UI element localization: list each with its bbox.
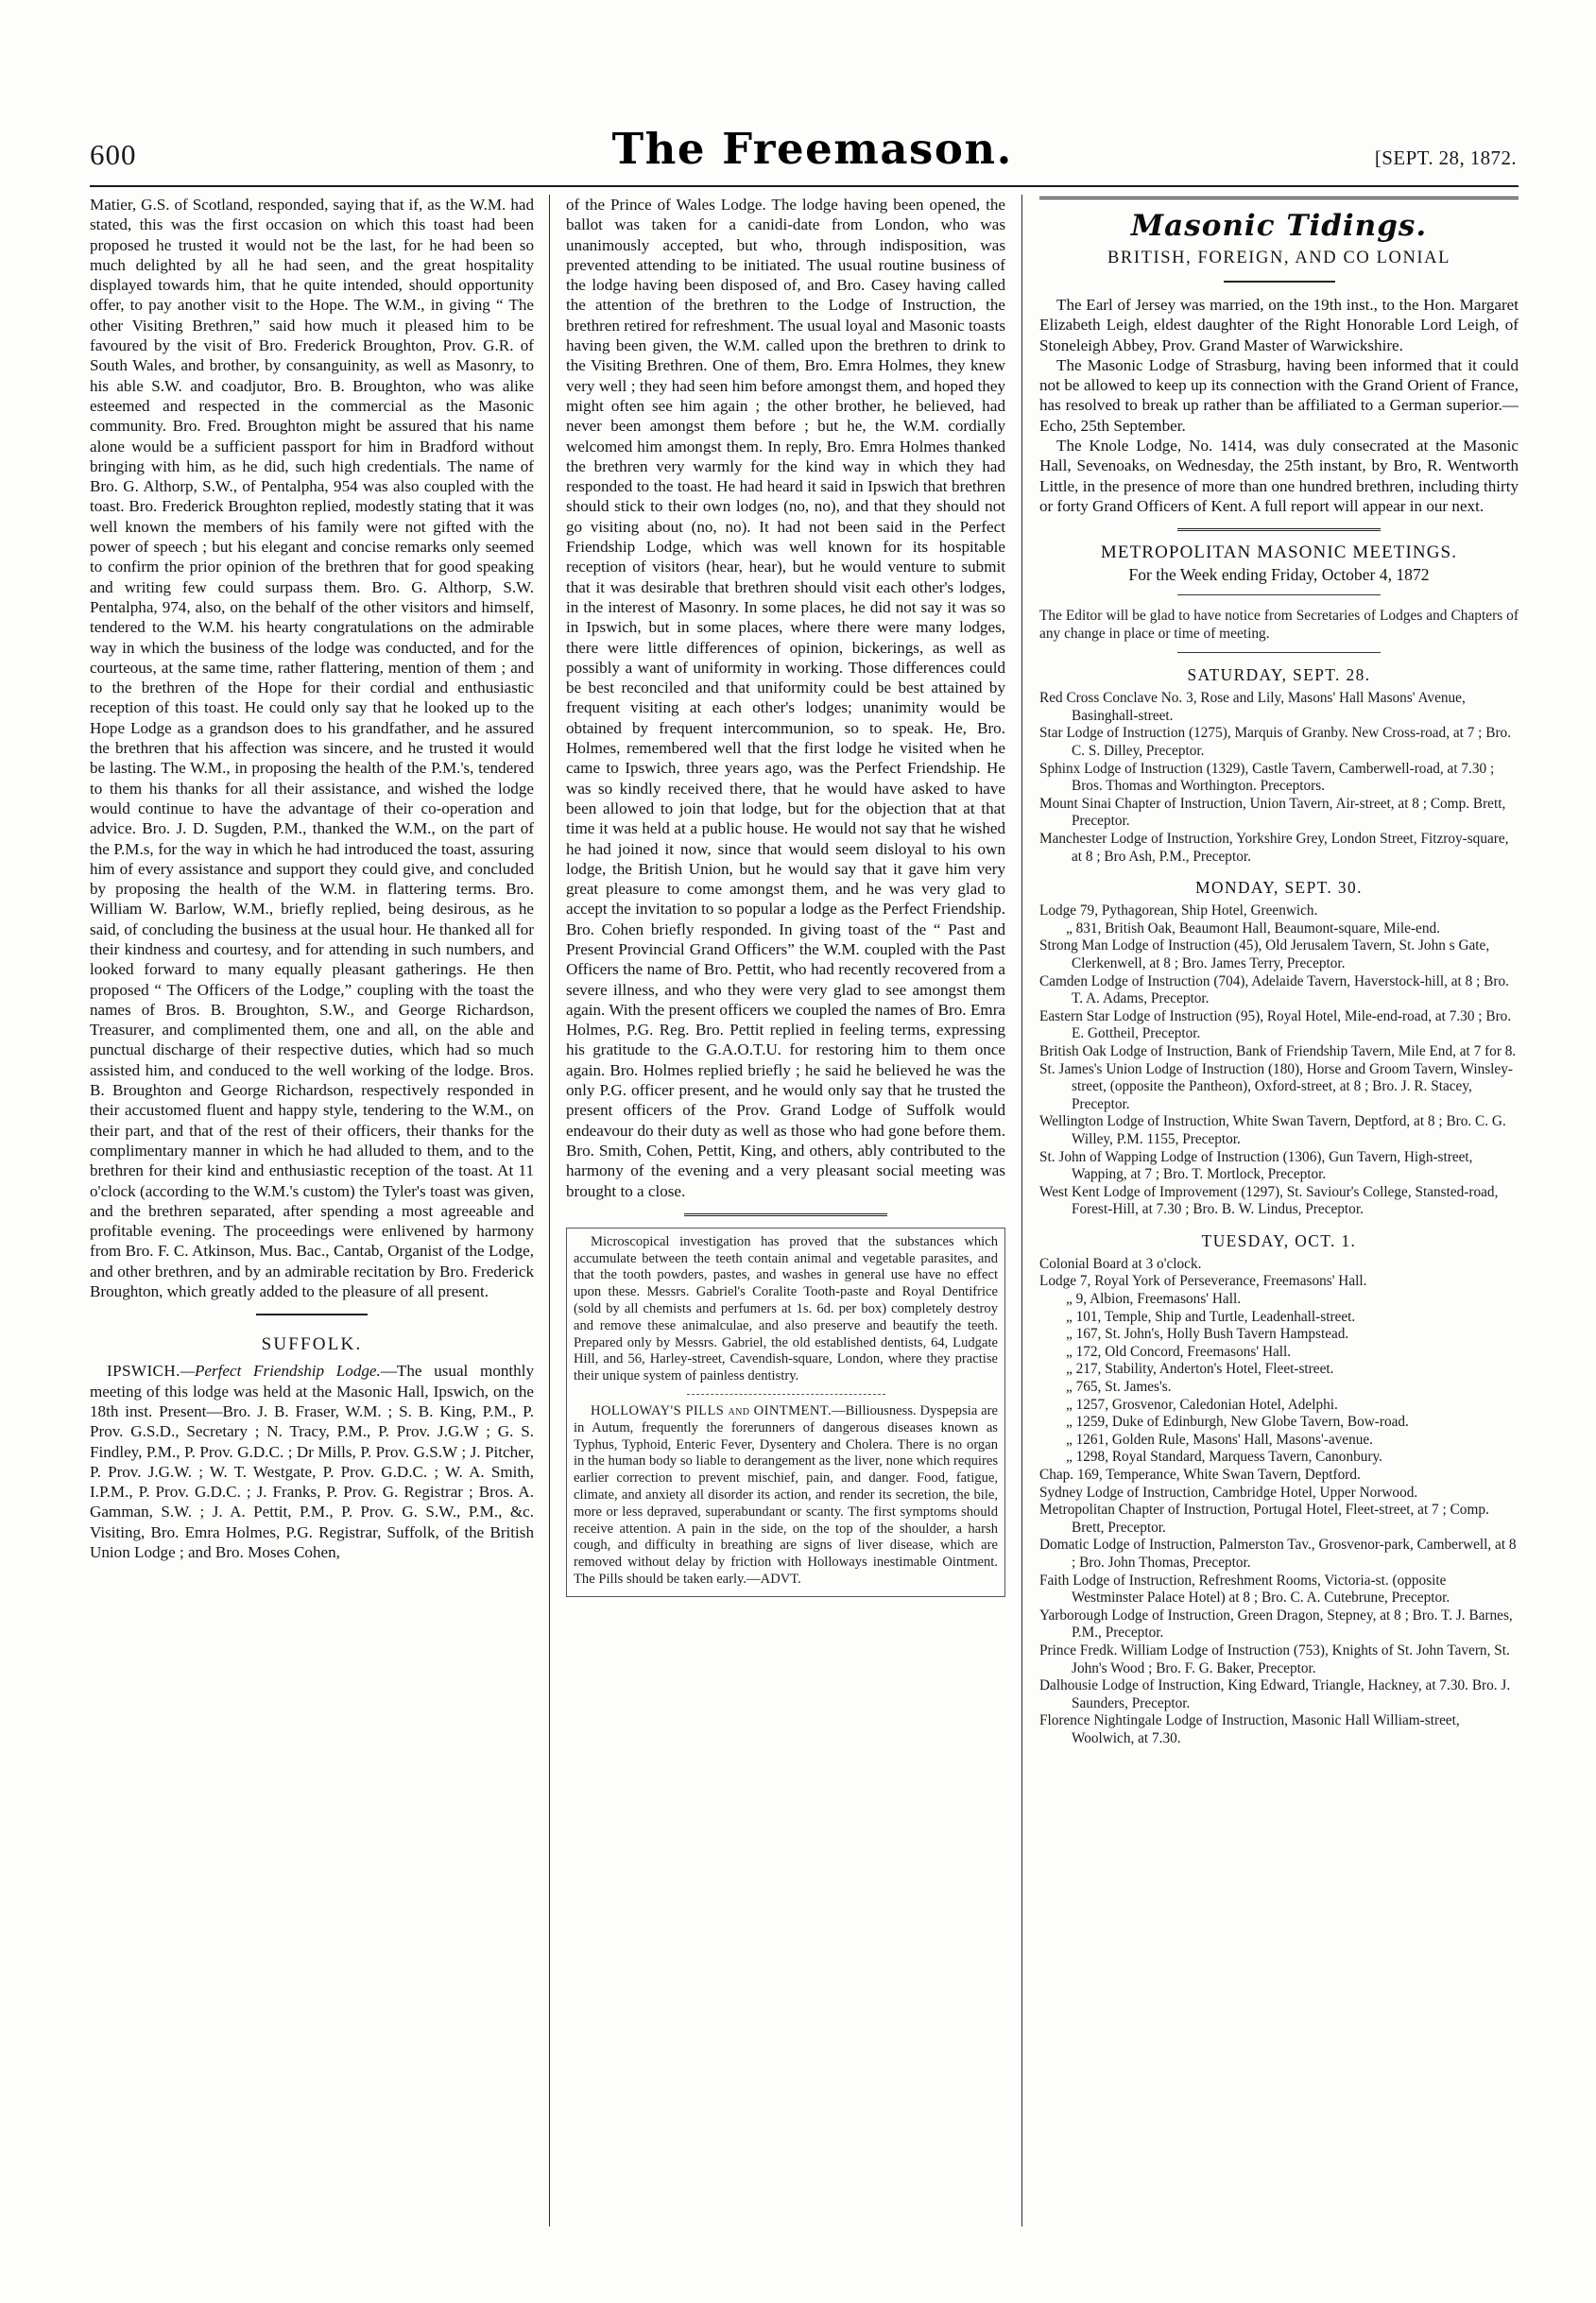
meeting-entry: British Oak Lodge of Instruction, Bank of Friendship Tavern, Mile End, at 7 for 8. [1039,1042,1517,1059]
masthead [90,113,1517,174]
publication-title: The Freemason. [611,124,1013,174]
advert-divider [684,1213,887,1216]
meetings-top-divider [1177,528,1381,531]
advert-inner-divider [687,1394,885,1395]
town-name: IPSWICH. [107,1362,180,1381]
meeting-entry: Metropolitan Chapter of Instruction, Portugal Hotel, Fleet-street, at 7 ; Comp. Brett, Preceptor. [1039,1502,1489,1536]
meeting-entry: West Kent Lodge of Improvement (1297), St. Saviour's College, Stansted-road, Forest-Hill, at 7.30 ; Bro. B. W. Lindus, Preceptor. [1039,1183,1499,1218]
meeting-entry: Mount Sinai Chapter of Instruction, Union Tavern, Air-street, at 8 ; Comp. Brett, Preceptor. [1039,795,1506,830]
meeting-entry: Faith Lodge of Instruction, Refreshment Rooms, Victoria-st. (opposite Westminster Palace Hotel) at 8 ; Bro. C. A. Cutebrune, Preceptor. [1039,1572,1450,1607]
advert-holloway-body: —Billiousness. Dyspepsia are in Autum, frequently the forerunners of dangerous diseases known as Typhus, Typhoid, Enteric Fever, Dysentery and Cholera. There is no organ in the human body so liable to derangement as the liver, none which requires earlier correction to prevent mischief, pain, and danger. Food, fatigue, climate, and anxiety all disorder its action, and render its secretion, the bile, more or less depraved, superabundant or scanty. The first symptoms should receive attention. A pain in the side, on the top of the shoulder, a harsh cough, and difficulty in breathing are signs of liver disease, which are removed without delay by friction with Holloways inestimable Ointment. The Pills should be taken early.—ADVT. [574,1403,998,1587]
meeting-entry: Prince Fredk. William Lodge of Instruction (753), Knights of St. John Tavern, St. John's Wood ; Bro. F. G. Baker, Preceptor. [1039,1641,1510,1676]
advert-product-name: HOLLOWAY'S PILLS and OINTMENT. [591,1403,832,1419]
meeting-entry: Strong Man Lodge of Instruction (45), Old Jerusalem Tavern, St. John s Gate, Clerkenwell, at 8 ; Bro. James Terry, Preceptor. [1039,937,1490,971]
column-container [90,195,1519,2226]
column-two [549,195,1021,2226]
tidings-item: The Earl of Jersey was married, on the 19th inst., to the Hon. Margaret Elizabeth Leigh, eldest daughter of the Right Honorable Lord Leigh, of Stoneleigh Abbey, Prov. Grand Master of Warwickshire. [1039,296,1519,354]
day-heading-saturday: SATURDAY, SEPT. 28. [1187,665,1371,685]
page-folio-number: 600 [90,138,137,171]
meeting-entry: „ 9, Albion, Freemasons' Hall. [1066,1291,1242,1308]
meeting-entry: „ 167, St. John's, Holly Bush Tavern Hampstead. [1066,1326,1349,1343]
tidings-item: The Masonic Lodge of Strasburg, having been informed that it could not be allowed to keep up its connection with the Grand Orient of France, has resolved to break up rather than be affiliated to a German superior.—Echo, 25th September. [1039,355,1519,435]
meeting-entry: Sydney Lodge of Instruction, Cambridge Hotel, Upper Norwood. [1039,1484,1418,1501]
lodge-name: —Perfect Friendship Lodge. [180,1362,381,1381]
meeting-entry: Florence Nightingale Lodge of Instruction, Masonic Hall William-street, Woolwich, at 7.30. [1039,1712,1460,1746]
day-heading-tuesday: TUESDAY, OCT. 1. [1201,1230,1357,1250]
meeting-entry: „ 1298, Royal Standard, Marquess Tavern, Canonbury. [1066,1449,1382,1466]
article-paragraph-continued: of the Prince of Wales Lodge. The lodge having been opened, the ballot was taken for a canidi-date from London, who was unanimously accepted, but who, through indisposition, was prevented attending to be initiated. The usual routine business of the lodge having been disposed of, and Bro. Casey having called the attention of the brethren to the Lodge of Instruction, the brethren retired for refreshment. The usual loyal and Masonic toasts having been given, the W.M. called upon the brethren to drink to the Visiting Brethren. One of them, Bro. Emra Holmes, they knew very well ; they had seen him before amongst them, and hoped they might often see him again ; the other brother, he believed, had never been amongst them before ; but he, the W.M. cordially welcomed him amongst them. In reply, Bro. Emra Holmes thanked the brethren very warmly for the kind way in which they had responded to the toast. He had heard it said in Ipswich that brethren should stick to their own lodges (no, no), and that they should not go visiting about (no, no). It had not been said in the Perfect Friendship Lodge, which was well known for its hospitable reception of visitors (hear, hear), but he would venture to submit that it was desirable that brethren should visit each other's lodges, in the interest of Masonry. In some places, he did not say it was so in Ipswich, but in some places, where there were many lodges, there were little differences of opinion, bickerings, as well as possibly a want of uniformity in working. Those differences could be best reconciled and that uniformity could be best attained by frequent visiting at each other's lodges; unanimity would be obtained by frequent intercommunion, so to speak. He, Bro. Holmes, remembered well that the first lodge he visited when he came to Ipswich, three years ago, was the Perfect Friendship. He was so kindly received there, that he would have asked to have been allowed to join that lodge, but for the objection that at that time it was held at a public house. He would not say that he wished he had joined it now, since that would seem disloyal to his own lodge, the British Union, but he would say that it gave him very great pleasure to come amongst them, and he was very glad to accept the invitation to so popular a lodge as the Perfect Friendship. Bro. Cohen briefly responded. In giving toast of the “ Past and Present Provincial Grand Officers” the W.M. coupled with the Past Officers the name of Bro. Pettit, who had recently recovered from a severe illness, and who they were very glad to see amongst them again. With the present officers we coupled the names of Bro. Emra Holmes, P.G. Reg. Bro. Pettit replied in feeling terms, expressing his gratitude to the G.A.O.T.U. for restoring him to them once again. Bro. Holmes replied briefly ; he said he believed he was the only P.G. officer present, and he would only say that he trusted the present officers of the Prov. Grand Lodge of Suffolk would endeavour do their duty as well as those who had gone before them. Bro. Smith, Cohen, Pettit, King, and others, ably contributed to the harmony of the evening and a very pleasant social meeting was brought to a close. [566,196,1005,1200]
advert-holloway [574,1403,998,1589]
masonic-tidings-title: Masonic Tidings. [1130,209,1428,243]
meeting-entry: „ 1261, Golden Rule, Masons' Hall, Masons'-avenue. [1066,1431,1373,1448]
meeting-entry: Sphinx Lodge of Instruction (1329), Castle Tavern, Camberwell-road, at 7.30 ; Bros. Thomas and Worthington. Preceptors. [1039,760,1495,795]
metropolitan-meetings-title: METROPOLITAN MASONIC MEETINGS. [1100,542,1458,563]
tidings-item: The Knole Lodge, No. 1414, was duly consecrated at the Masonic Hall, Sevenoaks, on Wednesday, the 25th instant, by Bro, R. Wentworth Little, in the presence of more than one hundred brethren, including thirty or forty Grand Officers of Kent. A full report will appear in our next. [1039,437,1519,515]
meeting-entry: „ 765, St. James's. [1066,1379,1172,1396]
meeting-entry: „ 217, Stability, Anderton's Hotel, Fleet-street. [1066,1361,1334,1378]
meeting-entry: „ 1257, Grosvenor, Caledonian Hotel, Adelphi. [1066,1396,1338,1413]
meeting-entry: Dalhousie Lodge of Instruction, King Edward, Triangle, Hackney, at 7.30. Bro. J. Saunders, Preceptor. [1039,1677,1511,1711]
meeting-entry: Colonial Board at 3 o'clock. [1039,1255,1202,1272]
editor-notice: The Editor will be glad to have notice from Secretaries of Lodges and Chapters of any change in place or time of meeting. [1039,608,1519,643]
meeting-entry: St. John of Wapping Lodge of Instruction (1306), Gun Tavern, High-street, Wapping, at 7 ; Bro. T. Mortlock, Preceptor. [1039,1148,1473,1183]
issue-date: [SEPT. 28, 1872. [1374,146,1517,169]
meeting-entry: Domatic Lodge of Instruction, Palmerston Tav., Grosvenor-park, Camberwell, at 8 ; Bro. John Thomas, Preceptor. [1039,1537,1517,1571]
masonic-tidings-subtitle: BRITISH, FOREIGN, AND CO LONIAL [1107,249,1451,267]
province-heading-suffolk: SUFFOLK. [261,1334,363,1355]
meetings-note-divider [1177,594,1381,595]
meeting-entry: „ 172, Old Concord, Freemasons' Hall. [1066,1343,1292,1360]
meeting-entry: „ 101, Temple, Ship and Turtle, Leadenhall-street. [1066,1308,1356,1325]
meeting-entry: Yarborough Lodge of Instruction, Green Dragon, Stepney, at 8 ; Bro. T. J. Barnes, P.M., Preceptor. [1039,1607,1513,1641]
meeting-entry: Camden Lodge of Instruction (704), Adelaide Tavern, Haverstock-hill, at 8 ; Bro. T. A. Adams, Preceptor. [1039,972,1509,1007]
meeting-entry: „ 831, British Oak, Beaumont Hall, Beaumont-square, Mile-end. [1066,919,1440,937]
meeting-entry: Wellington Lodge of Instruction, White Swan Tavern, Deptford, at 8 ; Bro. C. G. Willey, P.M. 1155, Preceptor. [1039,1113,1506,1147]
column-one [90,195,549,2226]
meeting-entry: Lodge 79, Pythagorean, Ship Hotel, Greenwich. [1039,902,1318,919]
metropolitan-meetings-subtitle: For the Week ending Friday, October 4, 1872 [1128,565,1430,585]
suffolk-report [90,1361,534,1562]
article-paragraph: Matier, G.S. of Scotland, responded, saying that if, as the W.M. had stated, this was the first occasion on which this toast had been proposed he trusted it would not be the last, for he had been so much delighted by all he had seen, and the great hospitality displayed towards him, that he quite intended, should opportunity offer, to pay another visit to the Hope. The W.M., in giving “ The other Visiting Brethren,” said how much it pleased him to be favoured by the visit of Bro. Frederick Broughton, Prov. G.R. of South Wales, and brother, by consanguinity, as well as Masonry, to his able S.W. and coadjutor, Bro. B. Broughton, who was alike esteemed and respected in the commercial as the Masonic community. Bro. Fred. Broughton might be assured that his name alone would be a sufficient passport for him in Bradford without bringing with him, as he did, such high credentials. The name of Bro. G. Althorp, S.W., of Pentalpha, 954 was also coupled with the toast. Bro. Frederick Broughton replied, modestly stating that it was well known the members of his family were not gifted with the power of speech ; but his elegant and concise remarks only seemed to confirm the prior opinion of the brethren that for good speaking and writing few could surpass them. Bro. G. Althorp, S.W. Pentalpha, 974, also, on the behalf of the other visitors and himself, tendered to the W.M. his hearty congratulations on the admirable way in which the business of the lodge was conducted, and for the courteous, at the same time, rather flattering, mention of them ; and to the brethren of the Hope for their cordial and enthusiastic reception of this toast. He could only say that he looked up to the Hope Lodge as a grandson does to his grandfather, and he assured the brethren that his affection was sincere, and he trusted it would be lasting. The W.M., in proposing the health of the P.M.'s, tendered to them his thanks for all their assistance, and wished the lodge would continue to have the advantage of their co-operation and advice. Bro. J. D. Sugden, P.M., thanked the W.M., on the part of the P.M.s, for the way in which he had introduced the toast, assuring him of every assistance and support they could give, and concluded by proposing the health of the W.M. in flattering terms. Bro. William W. Barlow, W.M., briefly replied, being desirous, as he said, of concluding the business at the usual hour. He thanked all for their kindness and courtesy, and for attending in such numbers, and looked forward to many equally pleasant gatherings. He then proposed “ The Officers of the Lodge,” coupling with the toast the names of Bros. B. Broughton, S.W., and George Richardson, Treasurer, and complimented them, one and all, on the able and punctual discharge of their respective duties, which had so much assisted him, and conduced to the well working of the lodge. Bros. B. Broughton and George Richardson, respectively responded in their accustomed fluent and happy style, tendering to the W.M., on their part, and that of the rest of their officers, their thanks for the complimentary manner in which he had alluded to them, and to the brethren for their kind and enthusiastic reception of the toast. At 11 o'clock (according to the W.M.'s custom) the Tyler's toast was given, and the brethren separated, after spending a most agreeable and profitable evening. The proceedings were enlivened by harmony from Bro. F. C. Atkinson, Mus. Bac., Cantab, Organist of the Lodge, and other brethren, and by an admirable recitation by Bro. Frederick Broughton, which greatly added to the pleasure of all present. [90,196,534,1301]
tidings-divider [1224,281,1335,283]
column-three [1021,195,1519,2226]
meeting-entry: Chap. 169, Temperance, White Swan Tavern, Deptford. [1039,1467,1361,1484]
advertisement-gabriel-dentifrice [566,1228,1005,1597]
tidings-top-rule [1039,197,1519,199]
editor-notice-divider [1177,652,1381,653]
meeting-entry: Manchester Lodge of Instruction, Yorkshire Grey, London Street, Fitzroy-square, at 8 ; Bro Ash, P.M., Preceptor. [1039,831,1509,865]
meeting-entry: Red Cross Conclave No. 3, Rose and Lily, Masons' Hall Masons' Avenue, Basinghall-street. [1039,690,1466,724]
meeting-entry: Lodge 7, Royal York of Perseverance, Freemasons' Hall. [1039,1273,1367,1290]
section-divider [256,1314,368,1315]
meeting-entry: Star Lodge of Instruction (1275), Marquis of Granby. New Cross-road, at 7 ; Bro. C. S. Dilley, Preceptor. [1039,725,1512,760]
masthead-rule [90,185,1519,187]
meeting-entry: „ 1259, Duke of Edinburgh, New Globe Tavern, Bow-road. [1066,1414,1409,1431]
advert-body: Microscopical investigation has proved that the substances which accumulate between the teeth contain animal and vegetable parasites, and that the tooth powders, pastes, and washes in general use have no effect upon these. Messrs. Gabriel's Coralite Tooth-paste and Royal Dentifrice (sold by all chemists and perfumers at 1s. 6d. per box) completely destroy and remove these animalculae, and also preserve and beautify the teeth. Prepared only by Messrs. Gabriel, the old established dentists, 64, Ludgate Hill, and 56, Harley-street, Cavendish-square, London, where they practise their unique system of painless dentistry. [574,1233,998,1384]
meeting-entry: St. James's Union Lodge of Instruction (180), Horse and Groom Tavern, Winsley-street, (opposite the Pantheon), Oxford-street, at 8 ; Bro. J. R. Stacey, Preceptor. [1039,1060,1513,1112]
meeting-entry: Eastern Star Lodge of Instruction (95), Royal Hotel, Mile-end-road, at 7.30 ; Bro. E. Gottheil, Preceptor. [1039,1007,1512,1042]
suffolk-report-body: —The usual monthly meeting of this lodge was held at the Masonic Hall, Ipswich, on the 18th inst. Present—Bro. J. B. Fraser, W.M. ; S. B. King, P.M., P. Prov. G.S.D., Secretary ; N. Tracy, P.M., P. Prov. J.G.W ; G. S. Findley, P.M., P. Prov. G.D.C. ; Dr Mills, P. Prov. G.S.W ; J. Pitcher, P. Prov. J.G.W. ; W. T. Westgate, P. Prov. G.D.C. ; W. A. Smith, I.P.M., P. Prov. G.D.C. ; J. Franks, P. Prov. G. Registrar ; Bros. A. Gamman, S.W. ; J. A. Pettit, P.M., P. Prov. G. S.W., P.M., &c. Visiting, Bro. Emra Holmes, P.G. Registrar, Suffolk, of the British Union Lodge ; and Bro. Moses Cohen, [90,1362,534,1561]
day-heading-monday: MONDAY, SEPT. 30. [1195,878,1363,898]
